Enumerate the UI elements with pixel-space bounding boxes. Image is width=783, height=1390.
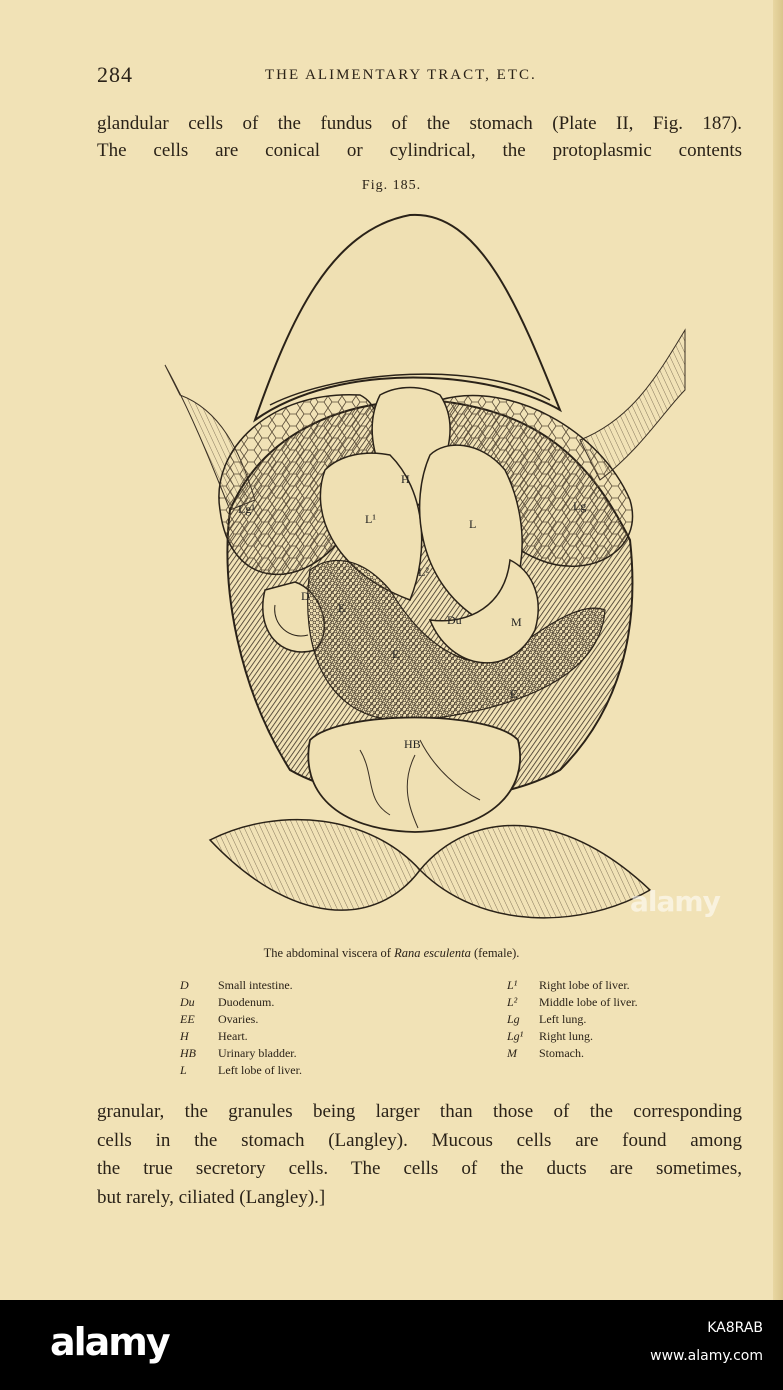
legend-text: Left lung. [539, 1012, 587, 1026]
legend-row [507, 977, 638, 994]
overlay-watermark: alamy [630, 885, 720, 918]
legend-row [180, 994, 302, 1011]
legend-text: Right lobe of liver. [539, 978, 630, 992]
legend-abbr: L [180, 1063, 187, 1077]
label-e2: E [392, 647, 400, 661]
caption-species: Rana esculenta [394, 946, 471, 960]
label-m: M [511, 615, 522, 629]
legend-abbr: L² [507, 995, 518, 1009]
caption-prefix: The abdominal viscera of [263, 946, 391, 960]
text-block-bottom [97, 1098, 742, 1212]
legend-abbr: Du [180, 995, 195, 1009]
image-id: KA8RAB [707, 1320, 763, 1336]
legend-text: Stomach. [539, 1046, 584, 1060]
legend-text: Middle lobe of liver. [539, 995, 638, 1009]
legend-text: Duodenum. [218, 995, 275, 1009]
legend-text: Small intestine. [218, 978, 293, 992]
legend-row [507, 1045, 638, 1062]
legend-text: Ovaries. [218, 1012, 259, 1026]
legend-text: Heart. [218, 1029, 248, 1043]
site-url: www.alamy.com [650, 1348, 763, 1364]
label-l1: L¹ [365, 512, 376, 526]
label-l: L [469, 517, 477, 531]
page-header [97, 62, 747, 92]
legend-abbr: L¹ [507, 978, 518, 992]
left-leg [210, 820, 420, 911]
legend-text: Right lung. [539, 1029, 594, 1043]
label-lg: Lg [573, 499, 587, 513]
label-lg1: Lg¹ [238, 502, 255, 516]
text-line: granular, the granules being larger than those of the corresponding [97, 1101, 742, 1122]
legend-abbr: H [180, 1029, 189, 1043]
legend-row [507, 1028, 638, 1045]
legend-abbr: Lg [507, 1012, 520, 1026]
legend-abbr: M [507, 1046, 517, 1060]
figure-caption [0, 946, 783, 961]
text-line: but rarely, ciliated (Langley).] [97, 1186, 326, 1208]
text-line: The cells are conical or cylindrical, the protoplasmic contents [97, 140, 742, 161]
frog-viscera-illustration [160, 210, 690, 940]
figure-label: Fig. 185. [361, 178, 422, 193]
running-head: THE ALIMENTARY TRACT, ETC. [265, 67, 537, 83]
legend-row [507, 1011, 638, 1028]
label-h: H [401, 472, 410, 486]
legend-abbr: Lg¹ [507, 1029, 524, 1043]
legend-abbr: D [180, 978, 189, 992]
caption-suffix: (female). [473, 946, 520, 960]
right-leg [420, 825, 650, 917]
legend-row [180, 1062, 302, 1079]
legend-row [180, 1028, 302, 1045]
page-number: 284 [97, 62, 133, 87]
label-hb: HB [404, 737, 421, 751]
text-line: cells in the stomach (Langley). Mucous cells are found among [97, 1129, 742, 1151]
legend-abbr: HB [180, 1046, 196, 1060]
label-l2: L² [418, 565, 429, 579]
legend-abbr: EE [180, 1012, 195, 1026]
urinary-bladder [308, 718, 520, 833]
text-line: glandular cells of the fundus of the stomach (Plate II, Fig. 187). [97, 113, 742, 134]
legend-row [180, 1011, 302, 1028]
brand-logo: alamy [50, 1320, 169, 1364]
label-e3: E [510, 687, 518, 701]
text-block-top [97, 110, 742, 164]
label-du: Du [447, 613, 462, 627]
label-d: D [301, 589, 310, 603]
legend-row [180, 1045, 302, 1062]
legend-row [507, 994, 638, 1011]
page-edge [773, 0, 783, 1300]
watermark-footer-bar [0, 1300, 783, 1390]
legend-right [507, 977, 638, 1062]
legend-row [180, 977, 302, 994]
legend-text: Urinary bladder. [218, 1046, 297, 1060]
text-line: the true secretory cells. The cells of the ducts are sometimes, [97, 1158, 742, 1179]
legend-left [180, 977, 302, 1079]
legend-text: Left lobe of liver. [218, 1063, 302, 1077]
label-e1: E [338, 601, 346, 615]
